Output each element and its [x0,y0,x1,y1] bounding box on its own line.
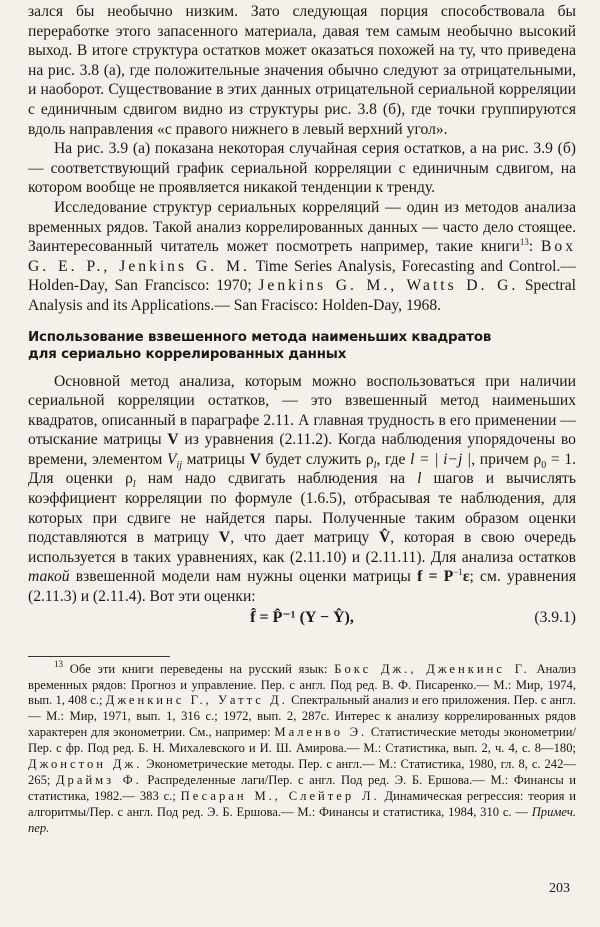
fn-t2: Анализ временных рядов: Прогноз и управление. Пер. с англ. Под ред. В. Ф. Писаренко.— М.: Мир, 1974, вып. 1, 408 с.; [28,661,577,708]
fn-author-3: Маленво Э. [274,725,368,740]
translator-note: Примеч. пер. [28,804,576,835]
p4-t2: из уравнения (2.11.2). Когда наблюдения упорядочены во времени, элементом [28,431,576,468]
fn-t3: Спектральный анализ и его приложения. Пер. с англ.— М.: Мир, 1971, вып. 1, 316 с.; 1972, вып. 2, 287с. Интерес к анализу коррелированных рядов характерен для эконометрии. См., например: [28,693,576,740]
p3-text1: Исследование структур сериальных корреляций — один из методов анализа временных рядов. Такой анализ коррелированных данных — часто дело стоящее. Заинтересованный читатель может посмотреть например, такие книги [28,198,576,256]
sub-ij: ij [176,459,183,471]
p3-text4: Spectral Analysis and its Applications.— San Fracisco: Holden-Day, 1968. [28,277,576,314]
sub-l: l [373,459,377,471]
equation-3-9-1 [28,607,576,629]
p4-t8: = 1. Для оценки ρ [28,450,577,488]
fn-author-5: Драймз Ф. [55,772,142,787]
p4-t1: Основной метод анализа, которым можно воспользоваться при наличии сериальной корреляции остатков, — это взвешенный метод наименьших квадратов, описанный в параграфе 2.11. А главная трудность в его применении — отыскание матрицы [28,372,576,449]
p3-colon: : [528,238,541,256]
p4-t5: , где [376,450,411,468]
emphasis-takoy: такой [28,568,70,586]
equation-number: (3.9.1) [534,608,576,626]
heading-line-2: для сериально коррелированных данных [28,346,347,362]
fn-author-4: Джонстон Дж. [28,757,143,772]
p4-t9: нам надо сдвигать наблюдения на [135,470,418,488]
fn-t7: Динамическая регрессия: теория и алгоритмы/Пер. с англ. Под ред. Э. Б. Ершова.— М.: Финансы и статистика, 1984, 310 с. — [28,788,576,819]
matrix-v-hat: V̂ [378,529,391,547]
sub-0: 0 [541,459,547,471]
p4-t11: , что дает матрицу [230,529,379,547]
fn-author-1: Бокс Дж., Дженкинс Г. [334,661,530,676]
heading-line-1: Использование взвешенного метода наименьших квадратов [28,329,492,345]
p4-t4: будет служить ρ [260,450,374,468]
p4-t14: ; см. уравнения (2.11.3) и (2.11.4). Вот эти оценки: [28,568,576,606]
p3-author2: Jenkins G. M., Watts D. G. [258,277,519,295]
p4-t7: , причем ρ [471,450,542,468]
l-var: l [417,470,422,488]
fn-t1: Обе эти книги переведены на русский язык: [63,661,335,676]
paragraph-3 [28,198,576,316]
matrix-v-2: V [249,450,261,468]
paragraph-2: На рис. 3.9 (а) показана некоторая случайная серия остатков, а на рис. 3.9 (б) — соответствующий график сериальной корреляции с единичным сдвигом, на котором вообще не проявляется никакой тенденции к тренду. [28,140,576,197]
paragraph-4 [28,372,576,607]
section-heading [28,329,576,363]
footnote-ref-13: 13 [519,237,529,248]
p4-t10: шагов и вычислять коэффициент корреляции по формуле (1.6.5), отбрасывая те наблюдения, для которых при сдвиге не найдется пары. Полученные таким образом оценки подставляются в матрицу [28,470,576,547]
p3-author1: Box G. E. P., Jenkins G. M. [28,238,576,275]
formula-f-p: f = P [417,568,454,586]
fn-author-6: Песаран М., Слейтер Л. [180,788,380,803]
footnote-number: 13 [54,658,63,669]
p3-text3: Time Series Analysis, Forecasting and Control.— Holden-Day, San Francisco: 1970; [28,257,576,295]
p4-t12: , которая в свою очередь используется в таких уравнениях, как (2.11.10) и (2.11.11). Для анализа остатков [28,529,576,566]
fn-t5: Эконометрические методы. Пер. с англ.— М.: Статистика, 1980, гл. 8, с. 242—265; [28,757,576,787]
equation-formula: f̂ = P̂⁻¹ (Y − Ŷ), [250,608,354,626]
page-body [28,2,576,837]
sup-minus1: −1 [453,567,463,578]
p4-t13: взвешенной модели нам нужны оценки матрицы [69,568,418,586]
footnote-divider [28,656,170,657]
fn-author-2: Дженкинс Г., Уаттс Д. [105,693,288,708]
matrix-v-3: V [218,529,231,547]
footnote-13 [28,658,577,837]
v-ij: V [166,450,177,468]
fn-t6: Распределенные лаги/Пер. с англ. Под ред. Э. Б. Ершова.— М.: Финансы и статистика, 1982.— 383 с.; [28,772,576,803]
epsilon: ε [462,568,470,586]
sub-l-2: l [132,479,136,491]
l-definition: l = | i−j | [410,450,472,468]
p4-t3: матрицы [182,450,250,468]
footnote-block [28,658,577,837]
matrix-v: V [167,431,179,449]
page-number: 203 [549,881,570,896]
fn-t4: Статистические методы эконометрии/Пер. с фр. Под ред. Б. Н. Михалевского и И. Ш. Амирова.— М.: Статистика, вып. 2, ч. 4, с. 8—180; [28,725,577,756]
paragraph-1: зался бы необычно низким. Зато следующая порция способствовала бы переработке этого запасенного материала, давая тем самым необычно высокий выход. В итоге структура остатков может оказаться похожей на ту, что приведена на рис. 3.8 (а), где положительные значения обычно следуют за отрицательными, и наоборот. Существование в этих данных отрицательной сериальной корреляции с единичным сдвигом видно из структуры рис. 3.8 (б), где точки группируются вдоль направления «с правого нижнего в левый верхний угол». [28,3,576,138]
